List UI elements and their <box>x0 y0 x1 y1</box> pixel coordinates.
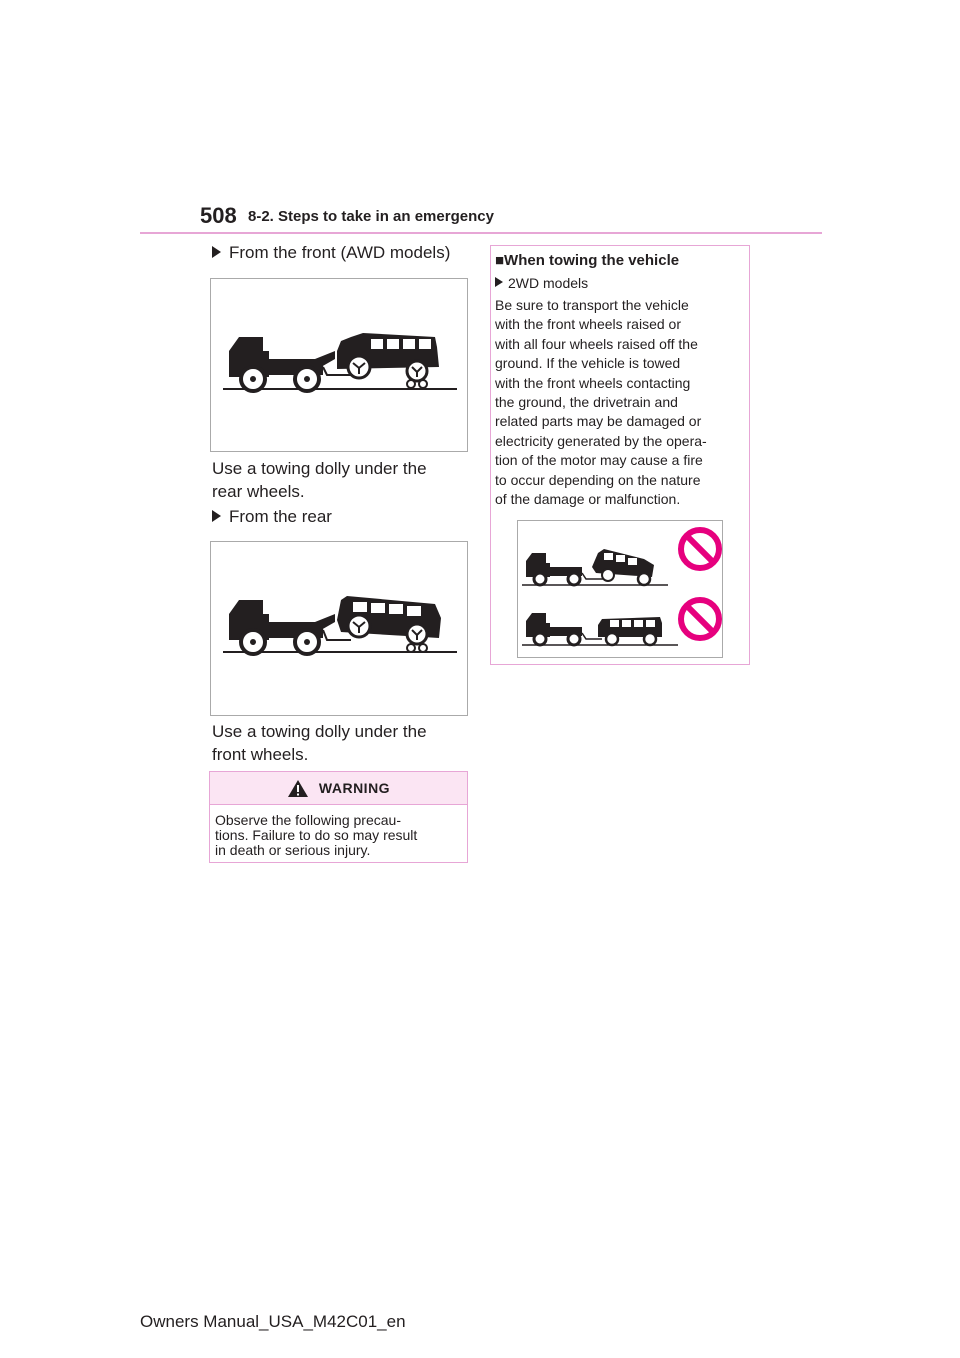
warning-text: Observe the following precau- tions. Failure to do so may result in death or serious injury. <box>215 812 418 858</box>
item1-label: From the front (AWD models) <box>229 243 451 262</box>
prohibited-icon <box>681 530 719 568</box>
item2-desc: Use a towing dolly under the front wheels. <box>212 722 427 764</box>
item2-label: From the rear <box>229 507 332 526</box>
warning-box <box>209 771 468 863</box>
item1-heading <box>212 243 450 263</box>
footer-text: Owners Manual_USA_M42C01_en <box>140 1312 406 1331</box>
header-rule <box>140 232 822 234</box>
prohibited-towing-illustration <box>518 521 722 657</box>
item2-heading <box>212 507 332 527</box>
section-title: 8-2. Steps to take in an emergency <box>248 208 494 225</box>
warning-header <box>210 772 467 805</box>
figure-prohibited-towing <box>517 520 723 658</box>
tow-truck-front-illustration <box>211 279 467 451</box>
tow-truck-rear-illustration <box>211 542 467 715</box>
item1-desc: Use a towing dolly under the rear wheels. <box>212 459 427 501</box>
page-number: 508 <box>200 203 237 228</box>
triangle-bullet-icon <box>212 246 221 258</box>
prohibited-icon <box>681 600 719 638</box>
towing-info-box <box>490 245 750 665</box>
warning-triangle-icon <box>287 779 309 798</box>
figure-rear-tow <box>210 541 468 716</box>
figure-front-tow <box>210 278 468 452</box>
triangle-bullet-icon <box>495 277 503 287</box>
2wd-heading: 2WD models <box>495 275 588 291</box>
towing-paragraph: Be sure to transport the vehicle with the front wheels raised or with all four wheels raised off the ground. If the vehicle is towed with the front wheels contacting the ground, the drivetrain and related parts may be damaged or electricity generated by the opera- tion of the motor may cause a fire to occur depending on the nature of the damage or malfunction. <box>495 297 707 508</box>
triangle-bullet-icon <box>212 510 221 522</box>
towing-heading: ■When towing the vehicle <box>495 252 680 269</box>
warning-title: WARNING <box>318 780 391 796</box>
